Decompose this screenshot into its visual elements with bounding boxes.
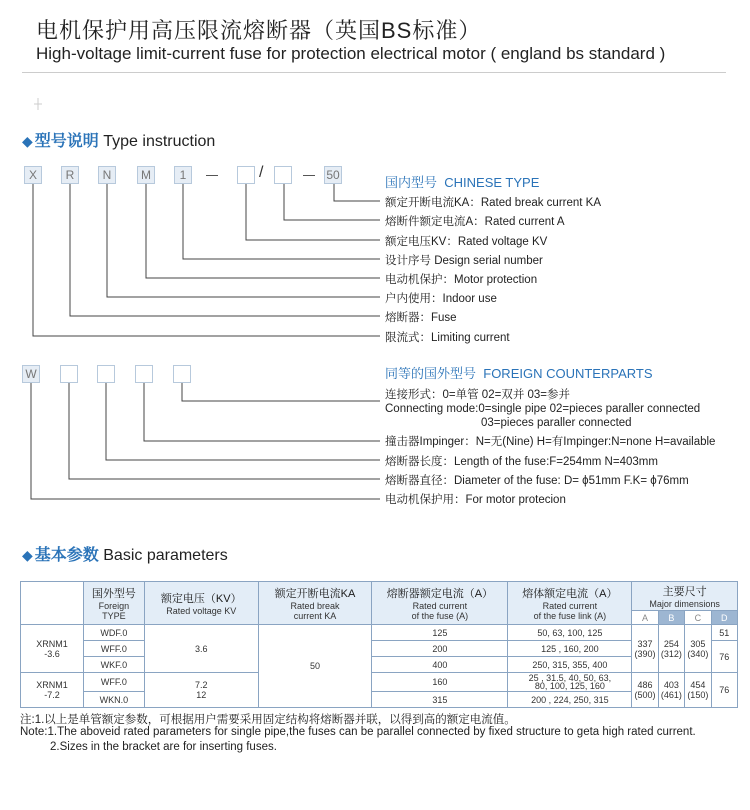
col-dim-a: A	[632, 611, 658, 625]
dim-c-val: 305	[690, 638, 706, 649]
cell-link-current: 125 , 160, 200	[508, 641, 632, 657]
dim-a-val: 486	[637, 680, 653, 690]
col-link-en2: of the fuse link (A)	[533, 611, 607, 621]
col-dim-zh: 主要尺寸	[662, 586, 707, 598]
dim-b-val: 403	[663, 680, 679, 690]
model-xrnm1-3-6	[21, 625, 84, 673]
dim-b-val: 254	[663, 638, 679, 649]
type-dash-2	[303, 175, 315, 176]
foreign-item-length: 熔断器长度：Length of the fuse:F=254mm N=403mm	[385, 456, 658, 468]
foreign-box-impinger	[135, 365, 153, 383]
cell-dim-b	[658, 625, 684, 673]
dim-c-val: 454	[690, 680, 706, 690]
type-item-fuse: 熔断器：Fuse	[385, 312, 457, 324]
type-box-current	[274, 166, 292, 184]
foreign-item-motor: 电动机保护用：For motor protecion	[385, 494, 566, 506]
col-fuse-current	[372, 582, 508, 625]
col-fuse-zh: 熔断器额定电流（A）	[386, 588, 494, 600]
foreign-item-impinger: 撞击器Impinger：N=无(Nine) H=有Impinger:N=none H=available	[385, 436, 716, 448]
model2-line1: XRNM1	[36, 680, 68, 690]
table-row	[21, 641, 738, 657]
model-xrnm1-7-2	[21, 673, 84, 708]
voltage-12: 12	[196, 690, 207, 700]
link-line1: 25 , 31.5, 40, 50, 63,	[528, 673, 612, 683]
col-foreign-en2: TYPE	[102, 611, 126, 621]
foreign-box-w: W	[22, 365, 40, 383]
type-item-indoor-use: 户内使用：Indoor use	[385, 293, 497, 305]
diamond-icon: ◆	[22, 133, 33, 149]
cell-dim-c	[685, 625, 711, 673]
col-foreign-type	[83, 582, 144, 625]
cell-dim-d: 51	[711, 625, 737, 641]
col-major-dimensions	[632, 582, 738, 611]
note-zh: 注:1.以上是单管额定参数，可根据用户需要采用固定结构将熔断器并联，以得到高的额定电流值。	[20, 714, 516, 726]
table-corner	[21, 582, 84, 625]
type-box-x: X	[24, 166, 42, 184]
voltage-72: 7.2	[194, 680, 208, 690]
cell-fuse-current: 160	[372, 673, 508, 692]
cell-voltage: 3.6	[144, 625, 258, 673]
params-table	[20, 581, 738, 708]
col-link-en1: Rated current	[542, 601, 598, 611]
col-break-current	[258, 582, 372, 625]
chinese-type-label	[385, 172, 539, 191]
link-line2: 80, 100, 125, 160	[534, 681, 605, 691]
cell-dim-d: 76	[711, 641, 737, 673]
table-row	[21, 673, 738, 692]
cell-fuse-current: 400	[372, 657, 508, 673]
model1-line1: XRNM1	[36, 638, 68, 649]
table-row	[21, 625, 738, 641]
type-slash: /	[259, 164, 264, 181]
cell-foreign: WKN.0	[83, 692, 144, 708]
col-break-en1: Rated break	[290, 601, 340, 611]
cell-link-current: 50, 63, 100, 125	[508, 625, 632, 641]
col-dim-d: D	[711, 611, 737, 625]
type-instruction-heading-zh: 型号说明	[34, 133, 99, 150]
type-item-break-current: 额定开断电流KA：Rated break current KA	[385, 197, 602, 209]
basic-params-heading-zh: 基本参数	[34, 547, 99, 564]
type-item-design-serial: 设计序号 Design serial number	[385, 255, 543, 267]
page-title-zh: 电机保护用高压限流熔断器（英国BS标准）	[36, 18, 482, 43]
col-break-zh: 额定开断电流KA	[274, 588, 356, 600]
col-foreign-zh: 国外型号	[91, 588, 136, 600]
cell-fuse-current: 315	[372, 692, 508, 708]
dim-a-insert: (390)	[634, 648, 656, 659]
foreign-box-connection	[173, 365, 191, 383]
dim-b-insert: (312)	[660, 648, 682, 659]
col-dim-c: C	[685, 611, 711, 625]
cell-dim-a	[632, 625, 658, 673]
foreign-box-diameter	[60, 365, 78, 383]
cell-foreign: WFF.0	[83, 673, 144, 692]
dim-c-insert: (150)	[687, 690, 709, 700]
dim-a-insert: (500)	[634, 690, 656, 700]
dim-b-insert: (461)	[660, 690, 682, 700]
chinese-type-zh: 国内型号	[385, 175, 438, 190]
type-box-voltage	[237, 166, 255, 184]
type-instruction-heading-en: Type instruction	[103, 133, 216, 150]
col-link-current	[508, 582, 632, 625]
cell-dim-d: 76	[711, 673, 737, 708]
foreign-box-length	[97, 365, 115, 383]
type-dash	[206, 175, 218, 176]
cell-foreign: WDF.0	[83, 625, 144, 641]
foreign-item-connecting-zh: 连接形式：0=单管 02=双并 03=参并	[385, 389, 571, 401]
cell-fuse-current: 200	[372, 641, 508, 657]
dim-c-insert: (340)	[687, 648, 709, 659]
type-box-1: 1	[174, 166, 192, 184]
cell-link-current: 200 , 224, 250, 315	[508, 692, 632, 708]
type-item-rated-current: 熔断件额定电流A：Rated current A	[385, 216, 565, 228]
page-title-en: High-voltage limit-current fuse for protection electrical motor ( england bs standard )	[36, 44, 666, 63]
col-foreign-en1: Foreign	[98, 601, 130, 611]
col-rated-voltage	[144, 582, 258, 625]
note-en-2: 2.Sizes in the bracket are for inserting fuses.	[50, 741, 277, 753]
table-row	[21, 657, 738, 673]
model2-line2: -7.2	[44, 690, 60, 700]
type-box-r: R	[61, 166, 79, 184]
foreign-type-zh: 同等的国外型号	[385, 366, 477, 381]
cell-foreign: WKF.0	[83, 657, 144, 673]
foreign-item-connecting-en: Connecting mode:0=single pipe 02=pieces paraller connected	[385, 403, 701, 415]
col-fuse-en1: Rated current	[412, 601, 468, 611]
col-dim-en: Major dimensions	[649, 599, 720, 609]
cell-voltage	[144, 673, 258, 708]
dim-a-val: 337	[637, 638, 653, 649]
model1-line2: -3.6	[44, 648, 60, 659]
foreign-type-label	[385, 363, 653, 382]
col-dim-b: B	[658, 611, 684, 625]
foreign-item-diameter: 熔断器直径：Diameter of the fuse: D= ϕ51mm F.K= ϕ76mm	[385, 475, 689, 487]
col-voltage-zh: 额定电压（KV）	[160, 593, 242, 605]
cell-link-current: 250, 315, 355, 400	[508, 657, 632, 673]
type-item-limiting-current: 限流式：Limiting current	[385, 332, 510, 344]
type-box-50: 50	[324, 166, 342, 184]
cell-foreign: WFF.0	[83, 641, 144, 657]
col-link-zh: 熔体额定电流（A）	[522, 588, 618, 600]
col-fuse-en2: of the fuse (A)	[411, 611, 469, 621]
type-item-rated-voltage: 额定电压KV：Rated voltage KV	[385, 236, 548, 248]
type-box-n: N	[98, 166, 116, 184]
cell-break: 50	[258, 625, 372, 708]
table-row	[21, 692, 738, 708]
foreign-type-en: FOREIGN COUNTERPARTS	[483, 366, 653, 381]
col-break-en2: current KA	[293, 611, 337, 621]
type-item-motor-protection: 电动机保护：Motor protection	[385, 274, 538, 286]
cell-fuse-current: 125	[372, 625, 508, 641]
col-voltage-en: Rated voltage KV	[166, 606, 237, 616]
note-en-1: Note:1.The aboveid rated parameters for single pipe,the fuses can be parallel connected by fixed structure to geta high rated current.	[20, 726, 696, 738]
chinese-type-en: CHINESE TYPE	[444, 175, 540, 190]
cell-link-current	[508, 673, 632, 692]
foreign-item-connecting-en2: 03=pieces paraller connected	[481, 417, 632, 429]
type-box-m: M	[137, 166, 155, 184]
basic-params-heading	[22, 542, 228, 565]
cell-dim-c	[685, 673, 711, 708]
diamond-icon: ◆	[22, 547, 33, 563]
basic-params-heading-en: Basic parameters	[103, 547, 228, 564]
cell-dim-a	[632, 673, 658, 708]
cell-dim-b	[658, 673, 684, 708]
